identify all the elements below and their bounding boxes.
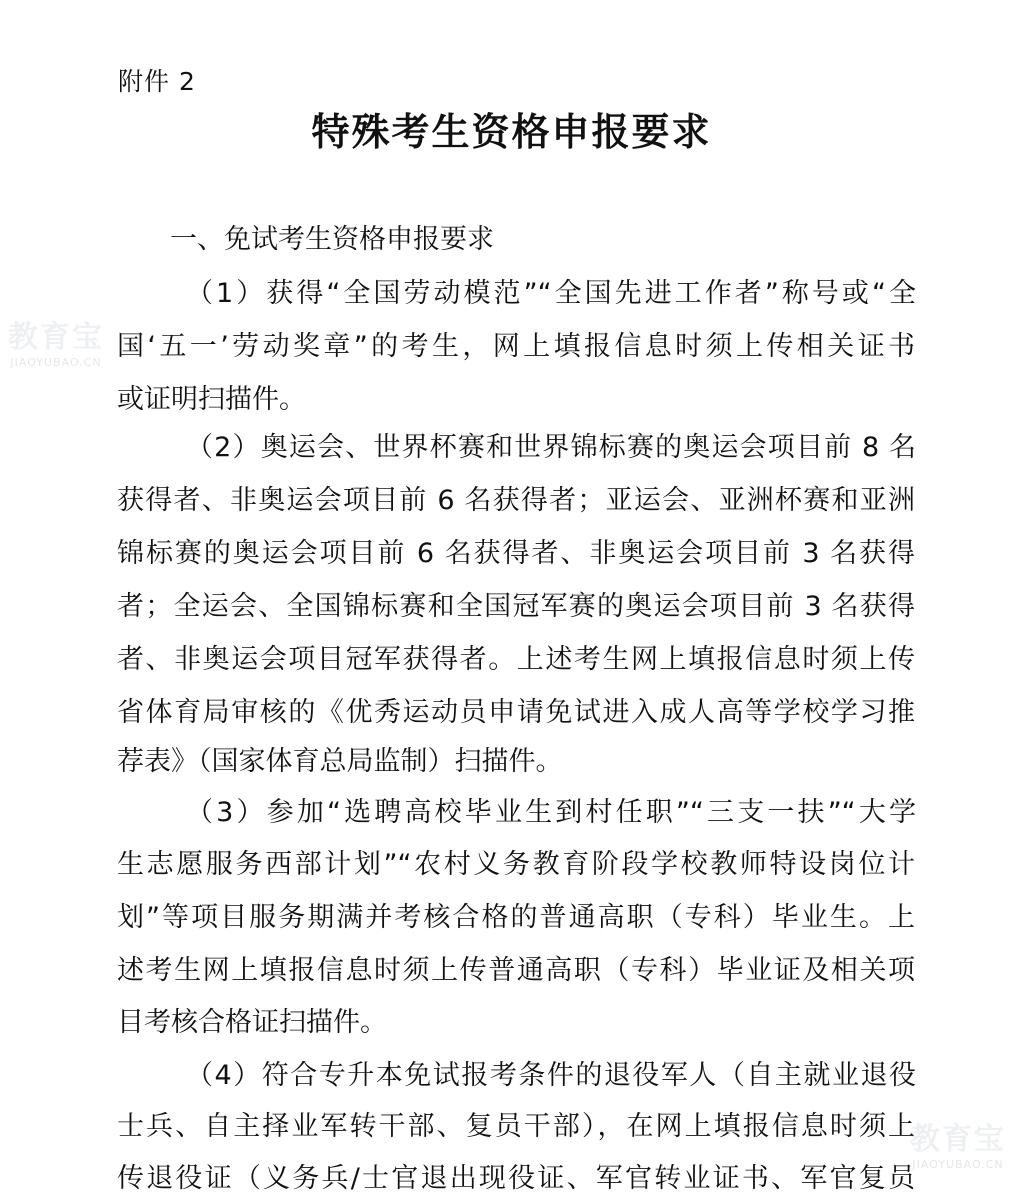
paragraph-2-line-6: 省体育局审核的《优秀运动员申请免试进入成人高等学校学习推 [117,697,915,728]
document-title: 特殊考生资格申报要求 [311,110,712,154]
watermark-text: 教育宝 [8,320,104,355]
paragraph-4-line-1: （4）符合专升本免试报考条件的退役军人（自主就业退役 [186,1060,916,1091]
attachment-label: 附件 2 [118,67,196,96]
watermark-logo [900,1122,1016,1174]
watermark-logo [0,320,114,372]
watermark-text: 教育宝 [910,1122,1006,1157]
paragraph-3-line-1: （3）参加“选聘高校毕业生到村任职”“三支一扶”“大学 [186,797,916,828]
paragraph-3-line-2: 生志愿服务西部计划”“农村义务教育阶段学校教师特设岗位计 [117,849,915,880]
paragraph-1-line-2: 国‘五一’劳动奖章”的考生，网上填报信息时须上传相关证书 [117,331,915,362]
paragraph-2-line-3: 锦标赛的奥运会项目前 6 名获得者、非奥运会项目前 3 名获得 [117,538,915,569]
paragraph-2-line-2: 获得者、非奥运会项目前 6 名获得者；亚运会、亚洲杯赛和亚洲 [117,485,915,516]
paragraph-1-line-3: 或证明扫描件。 [117,384,306,415]
paragraph-3-line-5: 目考核合格证扫描件。 [117,1007,387,1038]
paragraph-2-line-1: （2）奥运会、世界杯赛和世界锦标赛的奥运会项目前 8 名 [186,432,916,463]
watermark-url: JIAOYUBAO.CN [10,356,102,369]
paragraph-4-line-2: 士兵、自主择业军转干部、复员干部），在网上填报信息时须上 [117,1111,915,1142]
section-heading: 一、免试考生资格申报要求 [170,224,494,255]
paragraph-4-line-3: 传退役证（义务兵/士官退出现役证、军官转业证书、军官复员 [117,1163,915,1194]
paragraph-3-line-3: 划”等项目服务期满并考核合格的普通高职（专科）毕业生。上 [117,902,915,933]
watermark-url: JIAOYUBAO.CN [912,1158,1004,1171]
paragraph-1-line-1: （1）获得“全国劳动模范”“全国先进工作者”称号或“全 [186,278,916,309]
paragraph-3-line-4: 述考生网上填报信息时须上传普通高职（专科）毕业证及相关项 [117,955,915,986]
paragraph-2-line-7: 荐表》（国家体育总局监制）扫描件。 [117,746,563,777]
paragraph-2-line-4: 者；全运会、全国锦标赛和全国冠军赛的奥运会项目前 3 名获得 [117,591,915,622]
paragraph-2-line-5: 者、非奥运会项目冠军获得者。上述考生网上填报信息时须上传 [117,644,915,675]
